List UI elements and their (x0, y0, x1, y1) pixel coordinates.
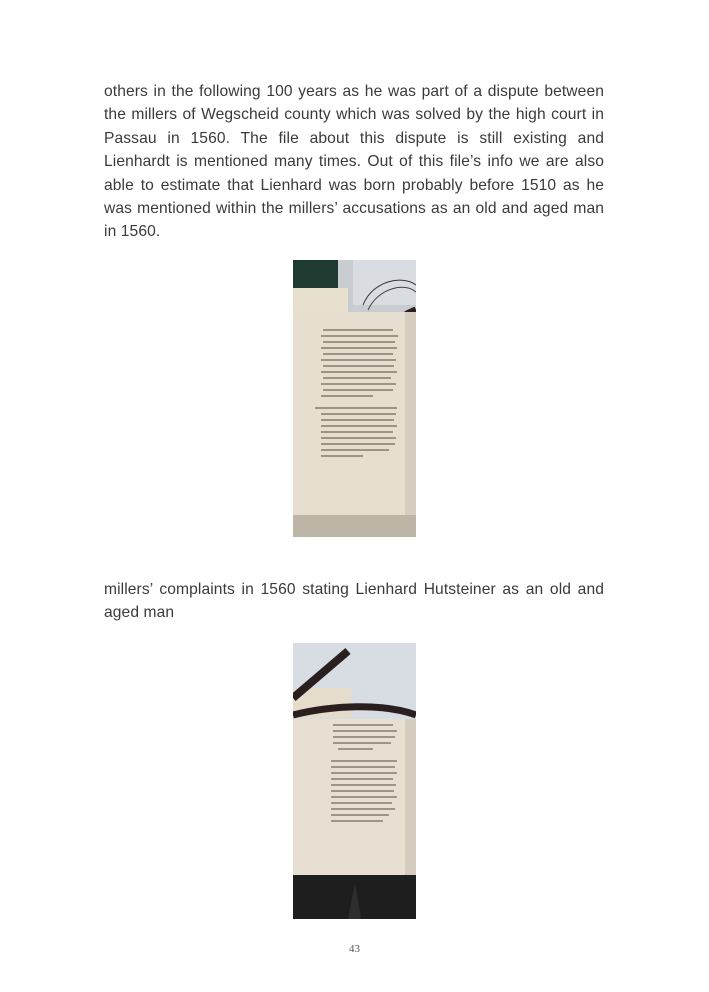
manuscript-photo-1 (293, 260, 416, 537)
manuscript-photo-2 (293, 643, 416, 919)
page-number: 43 (349, 943, 360, 955)
photo-caption: millers’ complaints in 1560 stating Lienhard Hutsteiner as an old and aged man (104, 581, 604, 622)
manuscript-image (293, 260, 416, 537)
body-paragraph: others in the following 100 years as he was part of a dispute between the millers of Wegscheid county which was solved by the high court in Passau in 1560. The file about this dispute is still existing and Lienhardt is mentioned many times. Out of this file’s info we are also able to estimate that Lienhard was born probably before 1510 as he was mentioned within the millers’ accusations as an old and aged man in 1560. (104, 83, 604, 241)
manuscript-image (293, 643, 416, 919)
